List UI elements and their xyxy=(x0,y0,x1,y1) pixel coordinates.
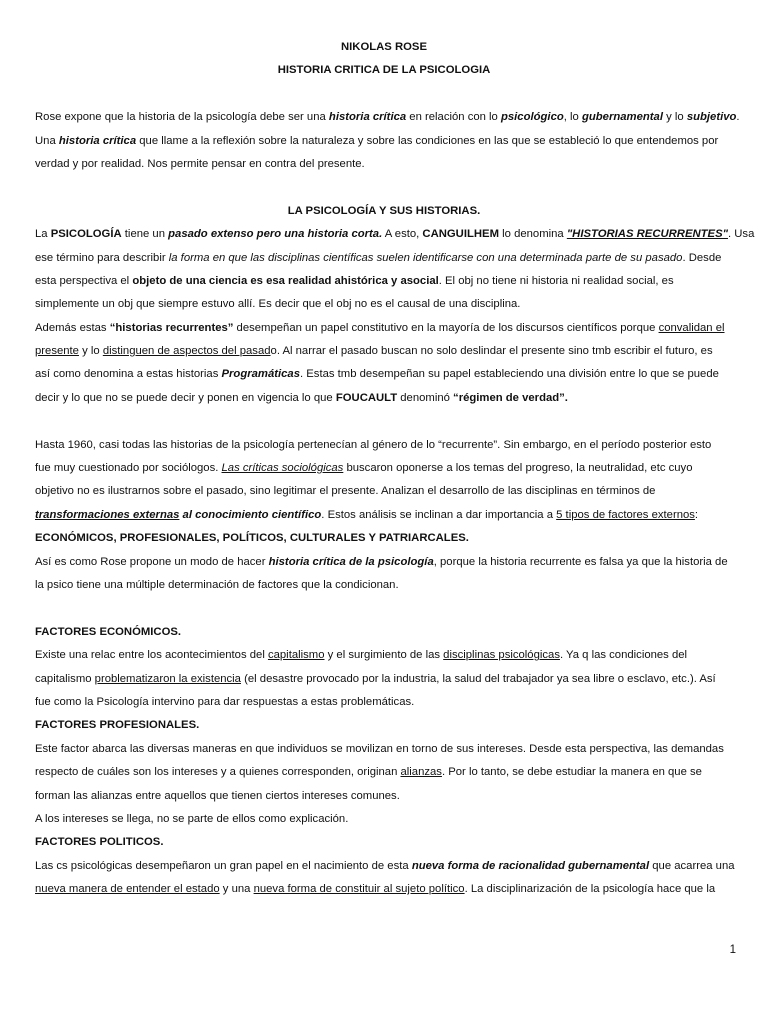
text-run: así como denomina a estas historias xyxy=(35,368,222,381)
paragraph-line xyxy=(35,551,733,574)
emphasis-run: Programáticas xyxy=(221,368,300,381)
paragraph-line xyxy=(35,878,733,901)
blank-line xyxy=(35,597,733,620)
underline-run: convalidan el xyxy=(658,321,725,334)
text-run: A esto, xyxy=(382,228,423,241)
text-run: y lo xyxy=(78,345,103,358)
text-run: decir y lo que no se puede decir y ponen en vigencia lo que xyxy=(35,391,336,404)
text-run: . Estos análisis se inclinan a dar importancia a xyxy=(321,508,557,521)
author-heading: NIKOLAS ROSE xyxy=(341,41,427,53)
underline-run: distinguen de aspectos del pasad xyxy=(102,345,271,358)
text-run: Además estas xyxy=(35,321,110,334)
text-run: Una xyxy=(35,134,59,147)
text-run: o. Al narrar el pasado buscan no solo deslindar el presente sino tmb escribir el futuro, es xyxy=(270,345,713,358)
document-body xyxy=(35,36,755,901)
document-title: HISTORIA CRITICA DE LA PSICOLOGIA xyxy=(277,64,491,77)
paragraph-line: la psico tiene una múltiple determinación de factores que la condicionan. xyxy=(35,578,399,591)
text-run: en relación con lo xyxy=(406,111,501,124)
emphasis-run: gubernamental xyxy=(581,111,663,124)
italic-underline-run: Las críticas sociológicas xyxy=(221,462,344,475)
paragraph-line xyxy=(35,363,733,386)
paragraph-line xyxy=(35,223,755,246)
bold-run: CANGUILHEM xyxy=(422,228,499,241)
paragraph-line xyxy=(35,317,733,340)
paragraph-line: A los intereses se llega, no se parte de ellos como explicación. xyxy=(35,812,349,825)
underline-run: nueva forma de constituir al sujeto político xyxy=(253,883,465,896)
page-number: 1 xyxy=(729,944,736,956)
text-run: . Por lo tanto, se debe estudiar la manera en que se xyxy=(441,766,702,779)
underline-run: problematizaron la existencia xyxy=(94,672,241,685)
text-run: (el desastre provocado por la industria, la salud del trabajador ya sea libre o esclavo, etc.). Así xyxy=(240,672,716,685)
intro-line xyxy=(35,130,733,153)
text-run: respecto de cuáles son los intereses y a quienes corresponden, originan xyxy=(35,766,401,779)
text-run: y una xyxy=(219,883,254,896)
text-run: : xyxy=(694,508,699,521)
text-run: lo denomina xyxy=(499,228,567,241)
text-run: . Estas tmb desempeñan su papel estableciendo una división entre lo que se puede xyxy=(300,368,719,381)
paragraph-line xyxy=(35,644,733,667)
text-run: Las cs psicológicas desempeñaron un gran papel en el nacimiento de esta xyxy=(35,859,412,872)
emphasis-run: al conocimiento científico xyxy=(179,508,322,521)
bold-run: FOUCAULT xyxy=(335,391,398,404)
emphasis-run: "HISTORIAS RECURRENTES" xyxy=(566,228,728,241)
text-run: ese término para describir xyxy=(35,251,169,264)
underline-run: alianzas xyxy=(400,766,442,779)
paragraph-line xyxy=(35,340,733,363)
paragraph-line: forman las alianzas entre aquellos que tienen ciertos intereses comunes. xyxy=(35,789,400,802)
factor-list-line: ECONÓMICOS, PROFESIONALES, POLÍTICOS, CULTURALES Y PATRIARCALES. xyxy=(35,532,469,545)
text-run: denominó xyxy=(397,391,454,404)
text-run: esta perspectiva el xyxy=(35,274,133,287)
underline-run: nueva manera de entender el estado xyxy=(35,883,220,896)
paragraph-line: fue como la Psicología intervino para dar respuestas a estas problemáticas. xyxy=(35,695,415,708)
text-run: fue muy cuestionado por sociólogos. xyxy=(35,462,222,475)
paragraph-line xyxy=(35,761,733,784)
intro-line xyxy=(35,106,740,129)
emphasis-run: historia crítica de la psicología xyxy=(268,555,434,568)
text-run: buscaron oponerse a los temas del progreso, la neutralidad, etc cuyo xyxy=(343,462,693,475)
text-run: capitalismo xyxy=(35,672,95,685)
paragraph-line: Este factor abarca las diversas maneras en que individuos se movilizan en torno de sus intereses. Desde esta perspectiva, las demandas xyxy=(35,742,724,755)
paragraph-line xyxy=(35,457,733,480)
text-run: . Ya q las condiciones del xyxy=(559,649,688,662)
text-run: . xyxy=(736,111,740,124)
text-run: , lo xyxy=(563,111,582,124)
emphasis-run: nueva forma de racionalidad gubernamental xyxy=(411,859,650,872)
paragraph-line: Hasta 1960, casi todas las historias de la psicología pertenecían al género de lo “recurrente”. Sin embargo, en el período posterior esto xyxy=(35,438,712,451)
paragraph-line xyxy=(35,855,733,878)
text-run: desempeñan un papel constitutivo en la mayoría de los discursos científicos porque xyxy=(233,321,659,334)
text-run: que llame a la reflexión sobre la naturaleza y sobre las condiciones en las que se estableció lo que entendemos por xyxy=(136,134,719,147)
section-heading: LA PSICOLOGÍA Y SUS HISTORIAS. xyxy=(287,204,481,217)
text-run: Así es como Rose propone un modo de hacer xyxy=(35,555,269,568)
underline-run: disciplinas psicológicas xyxy=(443,649,560,662)
text-run: . La disciplinarización de la psicología hace que la xyxy=(464,883,716,896)
text-run: tiene un xyxy=(121,228,169,241)
paragraph-line xyxy=(35,270,733,293)
blank-line xyxy=(35,83,733,106)
text-run: y el surgimiento de las xyxy=(324,649,444,662)
paragraph-line xyxy=(35,387,733,410)
professional-heading: FACTORES PROFESIONALES. xyxy=(35,719,200,732)
intro-line: verdad y por realidad. Nos permite pensar en contra del presente. xyxy=(35,157,365,170)
text-run: Rose expone que la historia de la psicología debe ser una xyxy=(35,111,329,124)
underline-run: presente xyxy=(35,345,79,358)
text-run: . Usa xyxy=(727,228,755,241)
bold-run: objeto de una ciencia es esa realidad ahistórica y asocial xyxy=(132,274,439,287)
italic-run: la forma en que las disciplinas científicas suelen identificarse con una determinada parte de su pasado xyxy=(168,251,683,264)
emphasis-run: historia crítica xyxy=(58,134,137,147)
text-run: . El obj no tiene ni historia ni realidad social, es xyxy=(438,274,674,287)
bold-run: “régimen de verdad”. xyxy=(453,391,568,404)
text-run: La xyxy=(35,228,51,241)
paragraph-line: objetivo no es ilustrarnos sobre el pasado, sino legitimar el presente. Analizan el desarrollo de las disciplinas en términos de xyxy=(35,485,656,498)
emphasis-run: subjetivo xyxy=(686,111,737,124)
paragraph-line xyxy=(35,247,733,270)
text-run: . Desde xyxy=(682,251,722,264)
underline-run: capitalismo xyxy=(267,649,325,662)
emphasis-run: historia crítica xyxy=(328,111,407,124)
emphasis-run: pasado extenso pero una historia corta. xyxy=(168,228,383,241)
text-run: , porque la historia recurrente es falsa ya que la historia de xyxy=(433,555,728,568)
text-run: y lo xyxy=(662,111,687,124)
underline-run: 5 tipos de factores externos xyxy=(556,508,695,521)
text-run: que acarrea una xyxy=(649,859,735,872)
bold-run: PSICOLOGÍA xyxy=(50,228,122,241)
blank-line xyxy=(35,176,733,199)
text-run: Existe una relac entre los acontecimientos del xyxy=(35,649,268,662)
paragraph-line xyxy=(35,504,733,527)
economic-heading: FACTORES ECONÓMICOS. xyxy=(35,625,182,638)
bold-run: “historias recurrentes” xyxy=(109,321,234,334)
political-heading: FACTORES POLITICOS. xyxy=(35,836,164,849)
paragraph-line: simplemente un obj que siempre estuvo allí. Es decir que el obj no es el causal de una disciplina. xyxy=(35,298,521,311)
emphasis-run: psicológico xyxy=(500,111,564,124)
blank-line xyxy=(35,410,733,433)
emphasis-run: transformaciones externas xyxy=(35,508,180,521)
paragraph-line xyxy=(35,668,733,691)
